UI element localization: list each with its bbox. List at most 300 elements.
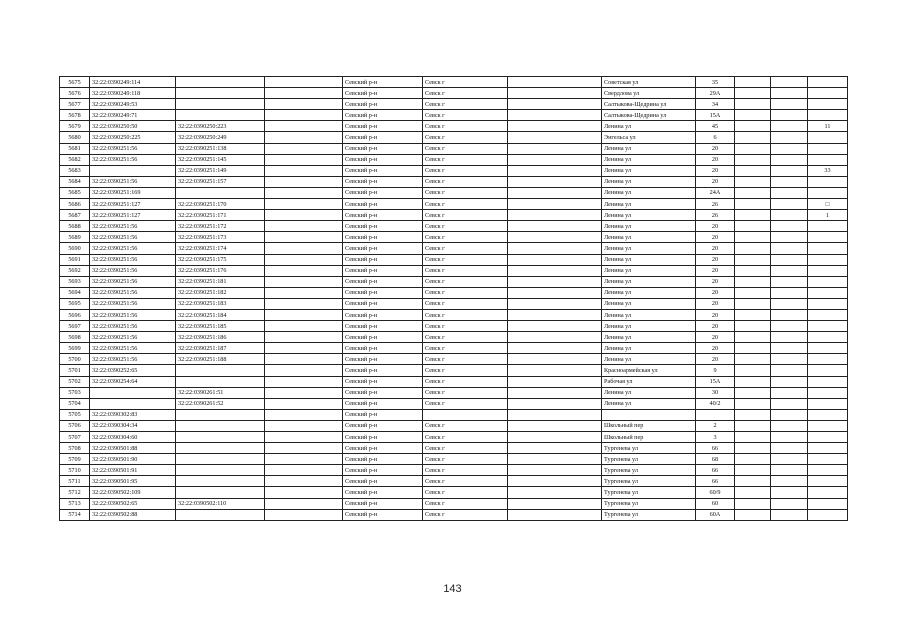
page-number: 143 bbox=[443, 583, 462, 595]
parcel-number-cell: 32:22:0390501:90 bbox=[90, 454, 176, 465]
row-number-cell: 5712 bbox=[60, 487, 90, 498]
city-cell: Севск г bbox=[423, 398, 508, 409]
empty-cell bbox=[508, 487, 602, 498]
empty-cell bbox=[771, 376, 808, 387]
empty-cell bbox=[265, 154, 343, 165]
street-cell: Тургенева ул bbox=[602, 465, 696, 476]
row-number-cell: 5710 bbox=[60, 465, 90, 476]
district-cell: Севский р-н bbox=[343, 354, 423, 365]
empty-cell bbox=[265, 298, 343, 309]
empty-cell bbox=[265, 276, 343, 287]
street-cell: Ленина ул bbox=[602, 243, 696, 254]
empty-cell bbox=[735, 443, 771, 454]
district-cell: Севский р-н bbox=[343, 121, 423, 132]
empty-cell bbox=[735, 176, 771, 187]
empty-cell bbox=[265, 498, 343, 509]
table-row bbox=[60, 465, 848, 476]
row-number-cell: 5687 bbox=[60, 210, 90, 221]
table-row bbox=[60, 321, 848, 332]
building-number-cell: 32:22:0390251:183 bbox=[176, 298, 265, 309]
empty-cell bbox=[265, 465, 343, 476]
note-cell bbox=[808, 321, 848, 332]
empty-cell bbox=[771, 321, 808, 332]
city-cell: Севск г bbox=[423, 454, 508, 465]
house-number-cell: 15А bbox=[696, 110, 735, 121]
row-number-cell: 5693 bbox=[60, 276, 90, 287]
empty-cell bbox=[265, 143, 343, 154]
district-cell: Севский р-н bbox=[343, 487, 423, 498]
district-cell: Севский р-н bbox=[343, 509, 423, 520]
empty-cell bbox=[265, 398, 343, 409]
house-number-cell: 20 bbox=[696, 354, 735, 365]
empty-cell bbox=[265, 332, 343, 343]
street-cell: Тургенева ул bbox=[602, 443, 696, 454]
parcel-number-cell: 32:22:0390251:56 bbox=[90, 265, 176, 276]
parcel-number-cell: 32:22:0390251:56 bbox=[90, 243, 176, 254]
empty-cell bbox=[735, 132, 771, 143]
empty-cell bbox=[508, 221, 602, 232]
empty-cell bbox=[265, 265, 343, 276]
empty-cell bbox=[735, 465, 771, 476]
table-row bbox=[60, 254, 848, 265]
district-cell: Севский р-н bbox=[343, 254, 423, 265]
empty-cell bbox=[265, 232, 343, 243]
empty-cell bbox=[735, 309, 771, 320]
house-number-cell: 20 bbox=[696, 254, 735, 265]
house-number-cell bbox=[696, 409, 735, 420]
street-cell: Ленина ул bbox=[602, 199, 696, 210]
empty-cell bbox=[735, 398, 771, 409]
note-cell bbox=[808, 420, 848, 431]
note-cell bbox=[808, 143, 848, 154]
district-cell: Севский р-н bbox=[343, 398, 423, 409]
city-cell: Севск г bbox=[423, 476, 508, 487]
table-row bbox=[60, 88, 848, 99]
empty-cell bbox=[508, 309, 602, 320]
parcel-number-cell: 32:22:0390251:56 bbox=[90, 254, 176, 265]
city-cell: Севск г bbox=[423, 232, 508, 243]
street-cell: Ленина ул bbox=[602, 298, 696, 309]
street-cell: Салтыкова-Щедрина ул bbox=[602, 110, 696, 121]
parcel-number-cell: 32:22:0390251:56 bbox=[90, 154, 176, 165]
note-cell bbox=[808, 232, 848, 243]
city-cell: Севск г bbox=[423, 210, 508, 221]
street-cell: Школьный пер bbox=[602, 420, 696, 431]
row-number-cell: 5694 bbox=[60, 287, 90, 298]
empty-cell bbox=[265, 187, 343, 198]
empty-cell bbox=[508, 232, 602, 243]
table-row bbox=[60, 154, 848, 165]
district-cell: Севский р-н bbox=[343, 321, 423, 332]
parcel-number-cell: 32:22:0390249:114 bbox=[90, 77, 176, 88]
note-cell: □ bbox=[808, 199, 848, 210]
house-number-cell: 9 bbox=[696, 365, 735, 376]
empty-cell bbox=[771, 276, 808, 287]
table-row bbox=[60, 387, 848, 398]
street-cell: Ленина ул bbox=[602, 321, 696, 332]
empty-cell bbox=[735, 77, 771, 88]
house-number-cell: 20 bbox=[696, 143, 735, 154]
table-row bbox=[60, 199, 848, 210]
empty-cell bbox=[771, 420, 808, 431]
table-row bbox=[60, 243, 848, 254]
parcel-number-cell: 32:22:0390502:109 bbox=[90, 487, 176, 498]
building-number-cell bbox=[176, 77, 265, 88]
row-number-cell: 5681 bbox=[60, 143, 90, 154]
empty-cell bbox=[735, 154, 771, 165]
empty-cell bbox=[508, 376, 602, 387]
house-number-cell: 20 bbox=[696, 298, 735, 309]
empty-cell bbox=[265, 210, 343, 221]
parcel-number-cell: 32:22:0390502:88 bbox=[90, 509, 176, 520]
parcel-number-cell: 32:22:0390304:34 bbox=[90, 420, 176, 431]
row-number-cell: 5676 bbox=[60, 88, 90, 99]
district-cell: Севский р-н bbox=[343, 287, 423, 298]
table-row bbox=[60, 187, 848, 198]
empty-cell bbox=[735, 287, 771, 298]
house-number-cell: 2 bbox=[696, 420, 735, 431]
building-number-cell: 32:22:0390251:157 bbox=[176, 176, 265, 187]
house-number-cell: 20 bbox=[696, 321, 735, 332]
empty-cell bbox=[735, 298, 771, 309]
empty-cell bbox=[771, 332, 808, 343]
row-number-cell: 5695 bbox=[60, 298, 90, 309]
empty-cell bbox=[265, 309, 343, 320]
parcel-number-cell: 32:22:0390250:50 bbox=[90, 121, 176, 132]
city-cell: Севск г bbox=[423, 443, 508, 454]
city-cell bbox=[423, 409, 508, 420]
street-cell: Салтыкова-Щедрина ул bbox=[602, 99, 696, 110]
district-cell: Севский р-н bbox=[343, 365, 423, 376]
empty-cell bbox=[508, 432, 602, 443]
note-cell bbox=[808, 487, 848, 498]
building-number-cell bbox=[176, 110, 265, 121]
empty-cell bbox=[265, 287, 343, 298]
table-row bbox=[60, 221, 848, 232]
street-cell: Тургенева ул bbox=[602, 498, 696, 509]
district-cell: Севский р-н bbox=[343, 176, 423, 187]
house-number-cell: 20 bbox=[696, 232, 735, 243]
note-cell bbox=[808, 409, 848, 420]
street-cell: Ленина ул bbox=[602, 165, 696, 176]
empty-cell bbox=[508, 332, 602, 343]
empty-cell bbox=[735, 332, 771, 343]
street-cell: Ленина ул bbox=[602, 187, 696, 198]
house-number-cell: 20 bbox=[696, 243, 735, 254]
city-cell: Севск г bbox=[423, 309, 508, 320]
table-row bbox=[60, 365, 848, 376]
row-number-cell: 5703 bbox=[60, 387, 90, 398]
city-cell: Севск г bbox=[423, 88, 508, 99]
empty-cell bbox=[771, 387, 808, 398]
empty-cell bbox=[735, 498, 771, 509]
empty-cell bbox=[735, 110, 771, 121]
parcel-number-cell: 32:22:0390251:56 bbox=[90, 287, 176, 298]
note-cell bbox=[808, 376, 848, 387]
empty-cell bbox=[735, 365, 771, 376]
note-cell bbox=[808, 99, 848, 110]
empty-cell bbox=[771, 398, 808, 409]
empty-cell bbox=[735, 409, 771, 420]
street-cell: Советская ул bbox=[602, 77, 696, 88]
parcel-number-cell: 32:22:0390502:65 bbox=[90, 498, 176, 509]
empty-cell bbox=[265, 221, 343, 232]
table-row bbox=[60, 265, 848, 276]
row-number-cell: 5691 bbox=[60, 254, 90, 265]
empty-cell bbox=[735, 354, 771, 365]
building-number-cell: 32:22:0390251:173 bbox=[176, 232, 265, 243]
parcel-number-cell: 32:22:0390251:56 bbox=[90, 309, 176, 320]
parcel-number-cell: 32:22:0390302:83 bbox=[90, 409, 176, 420]
house-number-cell: 20 bbox=[696, 165, 735, 176]
district-cell: Севский р-н bbox=[343, 387, 423, 398]
table-row bbox=[60, 509, 848, 520]
building-number-cell: 32:22:0390251:175 bbox=[176, 254, 265, 265]
building-number-cell: 32:22:0390250:223 bbox=[176, 121, 265, 132]
city-cell: Севск г bbox=[423, 487, 508, 498]
note-cell: 11 bbox=[808, 121, 848, 132]
house-number-cell: 20 bbox=[696, 343, 735, 354]
empty-cell bbox=[771, 354, 808, 365]
note-cell bbox=[808, 77, 848, 88]
district-cell: Севский р-н bbox=[343, 432, 423, 443]
empty-cell bbox=[771, 443, 808, 454]
empty-cell bbox=[508, 265, 602, 276]
note-cell bbox=[808, 243, 848, 254]
row-number-cell: 5711 bbox=[60, 476, 90, 487]
street-cell: Ленина ул bbox=[602, 287, 696, 298]
empty-cell bbox=[735, 165, 771, 176]
building-number-cell bbox=[176, 365, 265, 376]
district-cell: Севский р-н bbox=[343, 498, 423, 509]
row-number-cell: 5677 bbox=[60, 99, 90, 110]
note-cell bbox=[808, 332, 848, 343]
building-number-cell: 32:22:0390251:138 bbox=[176, 143, 265, 154]
house-number-cell: 26 bbox=[696, 199, 735, 210]
empty-cell bbox=[265, 343, 343, 354]
note-cell bbox=[808, 432, 848, 443]
city-cell: Севск г bbox=[423, 77, 508, 88]
house-number-cell: 60/9 bbox=[696, 487, 735, 498]
city-cell: Севск г bbox=[423, 132, 508, 143]
street-cell: Красноармейская ул bbox=[602, 365, 696, 376]
house-number-cell: 3 bbox=[696, 432, 735, 443]
empty-cell bbox=[771, 132, 808, 143]
row-number-cell: 5686 bbox=[60, 199, 90, 210]
city-cell: Севск г bbox=[423, 254, 508, 265]
building-number-cell bbox=[176, 476, 265, 487]
parcel-number-cell: 32:22:0390251:56 bbox=[90, 176, 176, 187]
row-number-cell: 5684 bbox=[60, 176, 90, 187]
row-number-cell: 5690 bbox=[60, 243, 90, 254]
table-row bbox=[60, 432, 848, 443]
row-number-cell: 5682 bbox=[60, 154, 90, 165]
empty-cell bbox=[265, 476, 343, 487]
empty-cell bbox=[771, 265, 808, 276]
street-cell: Тургенева ул bbox=[602, 454, 696, 465]
empty-cell bbox=[508, 132, 602, 143]
table-row bbox=[60, 332, 848, 343]
empty-cell bbox=[265, 409, 343, 420]
parcel-number-cell: 32:22:0390251:127 bbox=[90, 210, 176, 221]
city-cell: Севск г bbox=[423, 165, 508, 176]
city-cell: Севск г bbox=[423, 420, 508, 431]
empty-cell bbox=[508, 498, 602, 509]
empty-cell bbox=[508, 465, 602, 476]
empty-cell bbox=[771, 298, 808, 309]
empty-cell bbox=[771, 309, 808, 320]
table-row bbox=[60, 343, 848, 354]
building-number-cell: 32:22:0390251:171 bbox=[176, 210, 265, 221]
parcel-number-cell: 32:22:0390251:56 bbox=[90, 221, 176, 232]
house-number-cell: 40/2 bbox=[696, 398, 735, 409]
city-cell: Севск г bbox=[423, 276, 508, 287]
street-cell: Свердлова ул bbox=[602, 88, 696, 99]
note-cell bbox=[808, 265, 848, 276]
building-number-cell bbox=[176, 443, 265, 454]
parcel-number-cell: 32:22:0390249:118 bbox=[90, 88, 176, 99]
empty-cell bbox=[771, 243, 808, 254]
street-cell bbox=[602, 409, 696, 420]
district-cell: Севский р-н bbox=[343, 210, 423, 221]
street-cell: Ленина ул bbox=[602, 232, 696, 243]
district-cell: Севский р-н bbox=[343, 165, 423, 176]
city-cell: Севск г bbox=[423, 265, 508, 276]
city-cell: Севск г bbox=[423, 343, 508, 354]
empty-cell bbox=[508, 176, 602, 187]
row-number-cell: 5685 bbox=[60, 187, 90, 198]
empty-cell bbox=[508, 187, 602, 198]
empty-cell bbox=[771, 232, 808, 243]
empty-cell bbox=[508, 287, 602, 298]
building-number-cell bbox=[176, 432, 265, 443]
building-number-cell bbox=[176, 99, 265, 110]
house-number-cell: 66 bbox=[696, 443, 735, 454]
street-cell: Ленина ул bbox=[602, 176, 696, 187]
empty-cell bbox=[508, 476, 602, 487]
district-cell: Севский р-н bbox=[343, 143, 423, 154]
empty-cell bbox=[508, 165, 602, 176]
empty-cell bbox=[265, 132, 343, 143]
parcel-number-cell: 32:22:0390251:169 bbox=[90, 187, 176, 198]
table-row bbox=[60, 376, 848, 387]
street-cell: Ленина ул bbox=[602, 143, 696, 154]
empty-cell bbox=[265, 376, 343, 387]
empty-cell bbox=[508, 454, 602, 465]
table-row bbox=[60, 443, 848, 454]
empty-cell bbox=[265, 165, 343, 176]
street-cell: Тургенева ул bbox=[602, 509, 696, 520]
empty-cell bbox=[735, 476, 771, 487]
street-cell: Рабочая ул bbox=[602, 376, 696, 387]
building-number-cell: 32:22:0390261:51 bbox=[176, 387, 265, 398]
parcel-number-cell: 32:22:0390251:56 bbox=[90, 332, 176, 343]
empty-cell bbox=[265, 99, 343, 110]
empty-cell bbox=[735, 221, 771, 232]
row-number-cell: 5702 bbox=[60, 376, 90, 387]
parcel-number-cell bbox=[90, 165, 176, 176]
empty-cell bbox=[735, 243, 771, 254]
empty-cell bbox=[265, 443, 343, 454]
building-number-cell bbox=[176, 509, 265, 520]
street-cell: Ленина ул bbox=[602, 354, 696, 365]
empty-cell bbox=[508, 343, 602, 354]
street-cell: Школьный пер bbox=[602, 432, 696, 443]
note-cell: 33 bbox=[808, 165, 848, 176]
row-number-cell: 5675 bbox=[60, 77, 90, 88]
house-number-cell: 45 bbox=[696, 121, 735, 132]
empty-cell bbox=[771, 143, 808, 154]
empty-cell bbox=[771, 154, 808, 165]
row-number-cell: 5713 bbox=[60, 498, 90, 509]
district-cell: Севский р-н bbox=[343, 276, 423, 287]
district-cell: Севский р-н bbox=[343, 298, 423, 309]
empty-cell bbox=[735, 187, 771, 198]
parcel-number-cell: 32:22:0390251:56 bbox=[90, 276, 176, 287]
row-number-cell: 5696 bbox=[60, 309, 90, 320]
empty-cell bbox=[735, 276, 771, 287]
empty-cell bbox=[265, 254, 343, 265]
note-cell bbox=[808, 343, 848, 354]
building-number-cell bbox=[176, 187, 265, 198]
empty-cell bbox=[735, 265, 771, 276]
note-cell bbox=[808, 276, 848, 287]
parcel-number-cell: 32:22:0390252:65 bbox=[90, 365, 176, 376]
empty-cell bbox=[508, 110, 602, 121]
parcel-number-cell: 32:22:0390249:71 bbox=[90, 110, 176, 121]
empty-cell bbox=[735, 232, 771, 243]
city-cell: Севск г bbox=[423, 465, 508, 476]
note-cell bbox=[808, 187, 848, 198]
empty-cell bbox=[771, 465, 808, 476]
district-cell: Севский р-н bbox=[343, 454, 423, 465]
row-number-cell: 5683 bbox=[60, 165, 90, 176]
row-number-cell: 5692 bbox=[60, 265, 90, 276]
table-row bbox=[60, 476, 848, 487]
street-cell: Ленина ул bbox=[602, 276, 696, 287]
note-cell bbox=[808, 465, 848, 476]
empty-cell bbox=[508, 420, 602, 431]
district-cell: Севский р-н bbox=[343, 343, 423, 354]
empty-cell bbox=[771, 199, 808, 210]
note-cell bbox=[808, 354, 848, 365]
parcel-number-cell: 32:22:0390501:95 bbox=[90, 476, 176, 487]
city-cell: Севск г bbox=[423, 432, 508, 443]
note-cell bbox=[808, 254, 848, 265]
empty-cell bbox=[508, 276, 602, 287]
empty-cell bbox=[265, 454, 343, 465]
empty-cell bbox=[508, 443, 602, 454]
row-number-cell: 5701 bbox=[60, 365, 90, 376]
table-row bbox=[60, 121, 848, 132]
empty-cell bbox=[508, 143, 602, 154]
street-cell: Ленина ул bbox=[602, 387, 696, 398]
empty-cell bbox=[735, 210, 771, 221]
table-row bbox=[60, 398, 848, 409]
row-number-cell: 5700 bbox=[60, 354, 90, 365]
row-number-cell: 5706 bbox=[60, 420, 90, 431]
house-number-cell: 35 bbox=[696, 77, 735, 88]
district-cell: Севский р-н bbox=[343, 88, 423, 99]
city-cell: Севск г bbox=[423, 287, 508, 298]
row-number-cell: 5699 bbox=[60, 343, 90, 354]
parcel-number-cell bbox=[90, 398, 176, 409]
empty-cell bbox=[735, 432, 771, 443]
table-row bbox=[60, 298, 848, 309]
table-row bbox=[60, 176, 848, 187]
empty-cell bbox=[735, 420, 771, 431]
empty-cell bbox=[735, 121, 771, 132]
